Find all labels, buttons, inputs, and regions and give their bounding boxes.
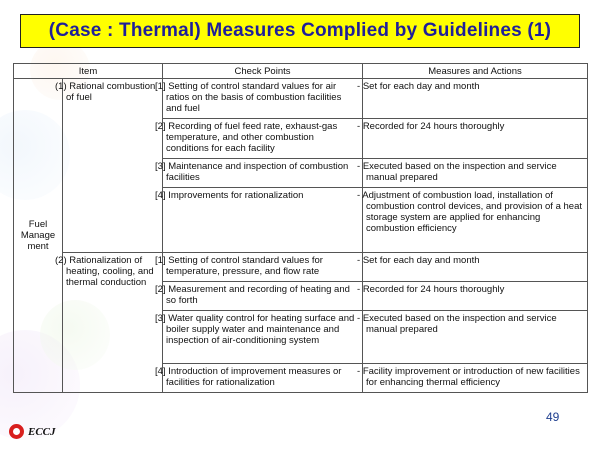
- measure-cell: - Set for each day and month: [363, 253, 588, 282]
- header-check-points: Check Points: [163, 64, 363, 79]
- area-label: Fuel Manage ment: [20, 219, 56, 252]
- table-header-row: [14, 64, 588, 79]
- measure-cell: - Recorded for 24 hours thoroughly: [363, 119, 588, 159]
- guidelines-table: [13, 63, 588, 393]
- measure-cell: - Executed based on the inspection and service manual prepared: [363, 311, 588, 364]
- title-banner: [20, 14, 580, 48]
- check-cell: [3] Maintenance and inspection of combustion facilities: [163, 159, 363, 188]
- measure-cell: - Executed based on the inspection and service manual prepared: [363, 159, 588, 188]
- measure-cell: - Facility improvement or introduction of new facilities for enhancing thermal efficiency: [363, 364, 588, 393]
- item-cell: (2) Rationalization of heating, cooling, and thermal conduction: [63, 253, 163, 393]
- check-cell: [4] Improvements for rationalization: [163, 188, 363, 253]
- measure-cell: - Adjustment of combustion load, installation of combustion control devices, and provision of a heat storage system are applied for enhancing combustion efficiency: [363, 188, 588, 253]
- eccj-logo-icon: [9, 424, 24, 439]
- table-row: [14, 253, 588, 282]
- eccj-logo: [9, 424, 56, 439]
- check-cell: [2] Recording of fuel feed rate, exhaust-gas temperature, and other combustion conditions for each facility: [163, 119, 363, 159]
- logo-text: ECCJ: [28, 425, 56, 438]
- item-cell: (1) Rational combustion of fuel: [63, 79, 163, 253]
- table-row: [14, 79, 588, 119]
- check-cell: [1] Setting of control standard values for temperature, pressure, and flow rate: [163, 253, 363, 282]
- header-measures: Measures and Actions: [363, 64, 588, 79]
- header-item: Item: [14, 64, 163, 79]
- slide-title: (Case : Thermal) Measures Complied by Guidelines (1): [48, 20, 552, 41]
- check-cell: [3] Water quality control for heating surface and boiler supply water and maintenance and inspection of air-conditioning system: [163, 311, 363, 364]
- measure-cell: - Recorded for 24 hours thoroughly: [363, 282, 588, 311]
- check-cell: [4] Introduction of improvement measures or facilities for rationalization: [163, 364, 363, 393]
- area-cell: [14, 79, 63, 393]
- page-number: 49: [546, 410, 560, 424]
- check-cell: [2] Measurement and recording of heating and so forth: [163, 282, 363, 311]
- measure-cell: - Set for each day and month: [363, 79, 588, 119]
- check-cell: [1] Setting of control standard values for air ratios on the basis of combustion facilities and fuel: [163, 79, 363, 119]
